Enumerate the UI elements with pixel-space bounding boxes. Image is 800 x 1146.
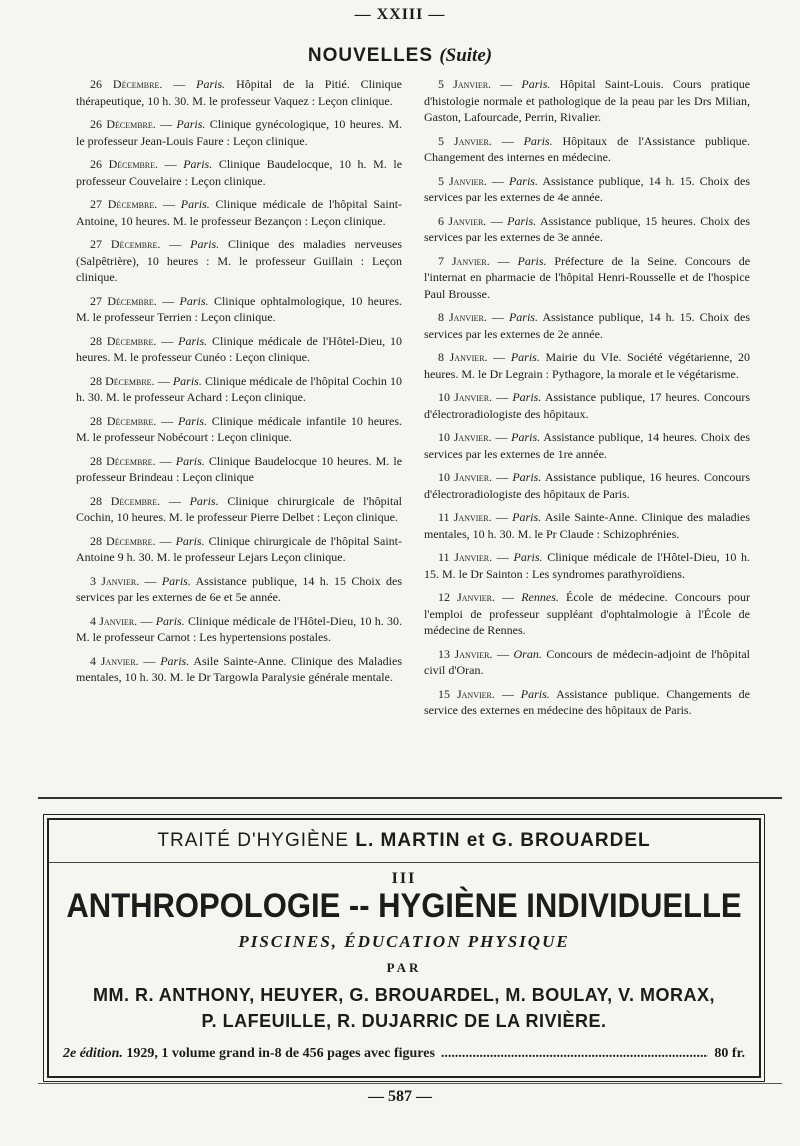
entry-dash: — bbox=[155, 117, 177, 131]
entry-city: Oran. bbox=[513, 646, 542, 661]
entry-text: Assistance publique, 14 h. 15. Choix des services par les externes de 4e année. bbox=[424, 173, 751, 204]
ad-treatise-authors: L. MARTIN et G. BROUARDEL bbox=[355, 830, 651, 851]
ad-authors-line2: P. LAFEUILLE, R. DUJARRIC DE LA RIVIÈRE. bbox=[201, 1011, 607, 1031]
entry-text: Concours de médecin-adjoint de l'hôpital civil d'Oran. bbox=[424, 646, 751, 677]
ad-treatise-line bbox=[49, 830, 759, 852]
entry-city: Paris. bbox=[155, 613, 185, 628]
entry-dash: — bbox=[492, 646, 514, 661]
entry-text: Clinique médicale de l'hôpital Saint-Antoine, 10 heures. M. le professeur Bezançon : Leçon clinique. bbox=[76, 197, 403, 228]
ad-price: 80 fr. bbox=[714, 1046, 745, 1061]
entry-text: Assistance publique, 16 heures. Concours d'électroradiologiste des hôpitaux de Paris. bbox=[424, 470, 750, 501]
entry-date: 4 Janvier. bbox=[90, 653, 139, 668]
entry-date: 4 Janvier. bbox=[90, 613, 138, 628]
ad-treatise-prefix: TRAITÉ D'HYGIÈNE bbox=[157, 830, 350, 851]
news-entry bbox=[424, 133, 750, 166]
entry-city: Paris. bbox=[511, 430, 541, 444]
entry-text: Clinique gynécologique, 10 heures. M. le professeur Jean-Louis Faure : Leçon clinique. bbox=[76, 117, 403, 148]
ad-edition-line bbox=[63, 1046, 745, 1062]
entry-text: Clinique Baudelocque, 10 h. M. le professeur Couvelaire : Leçon clinique. bbox=[76, 157, 403, 188]
news-entry bbox=[424, 213, 750, 246]
entry-city: Paris. bbox=[521, 77, 551, 91]
entry-city: Paris. bbox=[180, 197, 210, 211]
entry-dash: — bbox=[137, 613, 156, 628]
entry-date: 28 Décembre. bbox=[90, 493, 161, 508]
ad-volume-number: III bbox=[391, 870, 417, 887]
news-entry bbox=[76, 293, 402, 326]
entry-city: Paris. bbox=[177, 413, 207, 428]
entry-city: Paris. bbox=[512, 390, 542, 404]
entry-date: 10 Janvier. bbox=[438, 470, 493, 484]
entry-city: Paris. bbox=[176, 117, 206, 131]
entry-city: Paris. bbox=[520, 686, 550, 701]
entry-city: Paris. bbox=[507, 213, 537, 228]
news-entry bbox=[424, 253, 750, 303]
entry-date: 7 Janvier. bbox=[438, 253, 490, 268]
entry-date: 6 Janvier. bbox=[438, 213, 487, 228]
entry-date: 10 Janvier. bbox=[438, 430, 492, 444]
entry-dash: — bbox=[486, 310, 509, 324]
entry-dash: — bbox=[155, 453, 176, 468]
news-entry bbox=[76, 116, 402, 149]
left-column bbox=[76, 76, 402, 693]
entry-city: Paris. bbox=[517, 253, 547, 268]
entry-text: Clinique médicale de l'Hôtel-Dieu, 10 h. 30. M. le professeur Carnot : Les hypertensions postales. bbox=[76, 613, 402, 644]
news-entry bbox=[424, 429, 750, 462]
entry-city: Paris. bbox=[508, 310, 538, 324]
entry-text: Assistance publique. Changements de service des externes en médecine des hôpitaux de Paris. bbox=[424, 686, 750, 717]
entry-date: 3 Janvier. bbox=[90, 573, 140, 588]
entry-date: 10 Janvier. bbox=[438, 390, 493, 404]
news-entry bbox=[424, 646, 750, 679]
entry-text: Clinique médicale de l'hôpital Cochin 10 h. 30. M. le professeur Achard : Leçon clinique. bbox=[76, 373, 403, 404]
entry-city: Paris. bbox=[161, 573, 191, 588]
entry-dash: — bbox=[491, 510, 513, 524]
entry-date: 11 Janvier. bbox=[438, 510, 492, 524]
entry-dash: — bbox=[492, 470, 513, 484]
entry-dash: — bbox=[156, 293, 180, 308]
entry-dash: — bbox=[138, 653, 161, 668]
entry-dash: — bbox=[155, 533, 176, 548]
entry-date: 5 Janvier. bbox=[438, 173, 487, 188]
entry-date: 27 Décembre. bbox=[90, 237, 161, 251]
entry-date: 8 Janvier. bbox=[438, 310, 487, 324]
entry-date: 28 Décembre. bbox=[90, 453, 156, 468]
entry-text: Clinique Baudelocque 10 heures. M. le professeur Brindeau : Leçon clinique bbox=[76, 453, 403, 484]
news-entry bbox=[76, 653, 402, 686]
entry-date: 26 Décembre. bbox=[90, 77, 163, 91]
entry-text: Clinique ophtalmologique, 10 heures. M. le professeur Terrien : Leçon clinique. bbox=[76, 293, 403, 324]
entry-dash: — bbox=[156, 333, 179, 348]
news-entry bbox=[76, 196, 402, 229]
entry-dash: — bbox=[495, 590, 522, 604]
ad-authors bbox=[49, 982, 759, 1034]
ad-edition: 2e édition. bbox=[63, 1046, 123, 1061]
right-column bbox=[424, 76, 750, 726]
news-entry bbox=[76, 236, 402, 286]
entry-dash: — bbox=[489, 253, 518, 268]
news-entry bbox=[424, 76, 750, 126]
ad-edition-details: 1929, 1 volume grand in-8 de 456 pages avec figures bbox=[126, 1046, 435, 1061]
news-entry bbox=[76, 573, 402, 606]
entry-dash: — bbox=[160, 237, 191, 251]
entry-text: Assistance publique, 14 h. 15 Choix des services par les externes de 6e et 5e année. bbox=[76, 573, 403, 604]
entry-city: Paris. bbox=[508, 173, 538, 188]
news-entry bbox=[424, 589, 750, 639]
entry-dash: — bbox=[160, 493, 190, 508]
entry-date: 27 Décembre. bbox=[90, 293, 157, 308]
section-title bbox=[0, 45, 800, 67]
ad-par: PAR bbox=[386, 960, 422, 975]
entry-city: Paris. bbox=[178, 333, 208, 348]
entry-date: 13 Janvier. bbox=[438, 646, 493, 661]
entry-dash: — bbox=[491, 430, 512, 444]
news-entry bbox=[424, 509, 750, 542]
entry-dash: — bbox=[492, 390, 513, 404]
entry-dash: — bbox=[154, 373, 173, 388]
entry-dash: — bbox=[492, 550, 514, 564]
news-entry bbox=[76, 533, 402, 566]
entry-city: Paris. bbox=[512, 510, 542, 524]
page-number: — 587 — bbox=[368, 1088, 432, 1105]
news-entry bbox=[424, 173, 750, 206]
entry-text: Hôpital de la Pitié. Clinique thérapeutique, 10 h. 30. M. le professeur Vaquez : Leçon clinique. bbox=[76, 77, 403, 108]
news-entry bbox=[76, 413, 402, 446]
entry-text: Clinique médicale de l'Hôtel-Dieu, 10 h. 15. M. le Dr Sainton : Les syndromes parathyroïdiens. bbox=[424, 550, 751, 581]
entry-date: 28 Décembre. bbox=[90, 533, 156, 548]
page-roman-numeral: — XXIII — bbox=[354, 6, 446, 23]
entry-text: Mairie du VIe. Société végétarienne, 20 heures. M. le Dr Legrain : Pythagore, la morale et le végétarisme. bbox=[424, 350, 751, 381]
entry-city: Paris. bbox=[510, 350, 540, 364]
entry-dash: — bbox=[486, 173, 509, 188]
news-entry bbox=[424, 686, 750, 719]
news-entry bbox=[76, 156, 402, 189]
divider-rule bbox=[38, 797, 782, 799]
entry-text: Clinique chirurgicale de l'hôpital Cochin, 10 heures. M. le professeur Pierre Delbet : Leçon clinique. bbox=[76, 493, 402, 524]
ad-title: ANTHROPOLOGIE -- HYGIÈNE INDIVIDUELLE bbox=[66, 886, 742, 925]
entry-dash: — bbox=[487, 350, 511, 364]
section-title-main: NOUVELLES bbox=[307, 45, 434, 66]
entry-date: 26 Décembre. bbox=[90, 157, 159, 171]
entry-text: Asile Sainte-Anne. Clinique des maladies mentales, 10 h. 30. M. le Pr Claude : Schizophrénies. bbox=[424, 510, 751, 541]
entry-date: 8 Janvier. bbox=[438, 350, 488, 364]
entry-date: 15 Janvier. bbox=[438, 686, 495, 701]
entry-city: Paris. bbox=[179, 293, 209, 308]
news-entry bbox=[424, 389, 750, 422]
news-entry bbox=[424, 309, 750, 342]
entry-text: École de médecine. Concours pour l'emploi de professeur suppléant d'ophtalmologie à l'École de médecine de Rennes. bbox=[424, 590, 751, 637]
news-entry bbox=[76, 333, 402, 366]
entry-date: 28 Décembre. bbox=[90, 373, 155, 388]
entry-dash: — bbox=[157, 197, 181, 211]
section-title-suffix: (Suite) bbox=[439, 45, 493, 66]
book-advertisement bbox=[47, 818, 761, 1078]
entry-date: 12 Janvier. bbox=[438, 590, 495, 604]
entry-text: Assistance publique, 15 heures. Choix des services par les externes de 3e année. bbox=[424, 213, 751, 244]
news-entry bbox=[76, 613, 402, 646]
entry-city: Rennes. bbox=[521, 590, 559, 604]
entry-dash: — bbox=[162, 77, 197, 91]
entry-date: 5 Janvier. bbox=[438, 133, 492, 148]
entry-dash: — bbox=[486, 213, 508, 228]
entry-text: Asile Sainte-Anne. Clinique des Maladies mentales, 10 h. 30. M. le Dr Targowla Paralysie générale mentale. bbox=[76, 653, 402, 684]
entry-dash: — bbox=[491, 133, 524, 148]
entry-text: Assistance publique, 14 h. 15. Choix des services par les externes de 2e année. bbox=[424, 310, 751, 341]
news-entry bbox=[424, 469, 750, 502]
entry-date: 11 Janvier. bbox=[438, 550, 493, 564]
news-entry bbox=[424, 349, 750, 382]
entry-city: Paris. bbox=[190, 237, 220, 251]
entry-date: 26 Décembre. bbox=[90, 117, 156, 131]
entry-text: Clinique chirurgicale de l'hôpital Saint-Antoine 9 h. 30. M. le professeur Lejars Leçon clinique. bbox=[76, 533, 403, 564]
news-entry bbox=[424, 549, 750, 582]
news-entry bbox=[76, 76, 402, 109]
entry-text: Assistance publique, 17 heures. Concours d'électroradiologiste des hôpitaux. bbox=[424, 390, 750, 421]
entry-city: Paris. bbox=[172, 373, 202, 388]
ad-authors-line1: MM. R. ANTHONY, HEUYER, G. BROUARDEL, M. BOULAY, V. MORAX, bbox=[92, 985, 716, 1005]
entry-text: Hôpitaux de l'Assistance publique. Changement des internes en médecine. bbox=[424, 133, 751, 164]
entry-date: 27 Décembre. bbox=[90, 197, 158, 211]
ad-subtitle: PISCINES, ÉDUCATION PHYSIQUE bbox=[238, 932, 570, 951]
entry-city: Paris. bbox=[175, 533, 205, 548]
entry-dash: — bbox=[156, 413, 178, 428]
entry-city: Paris. bbox=[512, 470, 542, 484]
entry-city: Paris. bbox=[175, 453, 205, 468]
entry-date: 28 Décembre. bbox=[90, 333, 157, 348]
entry-dash: — bbox=[158, 157, 184, 171]
entry-text: Clinique médicale de l'Hôtel-Dieu, 10 heures. M. le professeur Cunéo : Leçon clinique. bbox=[76, 333, 403, 364]
entry-dash: — bbox=[491, 77, 522, 91]
entry-dash: — bbox=[139, 573, 162, 588]
news-entry bbox=[76, 373, 402, 406]
entry-text: Hôpital Saint-Louis. Cours pratique d'histologie normale et pathologique de la peau par les Drs Milian, Gaston, Lafourcade, Perrin, Rivalier. bbox=[424, 77, 751, 124]
entry-date: 5 Janvier. bbox=[438, 77, 492, 91]
entry-city: Paris. bbox=[189, 493, 219, 508]
entry-dash: — bbox=[494, 686, 521, 701]
entry-city: Paris. bbox=[196, 77, 226, 91]
entry-city: Paris. bbox=[513, 550, 543, 564]
news-entry bbox=[76, 453, 402, 486]
news-entry bbox=[76, 493, 402, 526]
footer-rule bbox=[38, 1083, 782, 1084]
entry-text: Assistance publique, 14 heures. Choix des services par les externes de 1re année. bbox=[424, 430, 751, 461]
entry-text: Clinique des maladies nerveuses (Salpêtrière), 10 heures : M. le professeur Guillain : Leçon clinique. bbox=[76, 237, 402, 284]
entry-city: Paris. bbox=[523, 133, 553, 148]
ad-divider bbox=[49, 862, 759, 863]
entry-city: Paris. bbox=[183, 157, 213, 171]
entry-date: 28 Décembre. bbox=[90, 413, 157, 428]
ad-leader-dots bbox=[441, 1046, 709, 1062]
entry-text: Préfecture de la Seine. Concours de l'internat en pharmacie de l'hôpital Henri-Rousselle et de l'hospice Paul Brousse. bbox=[424, 253, 751, 301]
entry-text: Clinique médicale infantile 10 heures. M. le professeur Nobécourt : Leçon clinique. bbox=[76, 413, 403, 444]
entry-city: Paris. bbox=[160, 653, 190, 668]
